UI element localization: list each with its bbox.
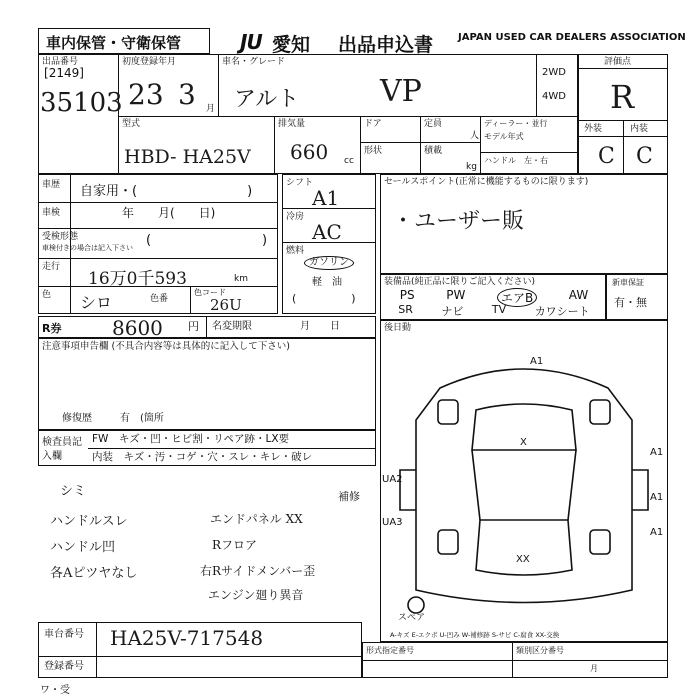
mileage-label: 走行 bbox=[42, 262, 61, 272]
cc-unit: cc bbox=[344, 156, 354, 166]
r-ticket-value: 8600 bbox=[112, 316, 163, 340]
kg-unit: kg bbox=[466, 162, 477, 172]
inspector-note-1: シミ bbox=[60, 484, 87, 499]
diagram-legend: A-キズ E-エクボ U-凹み W-補修跡 S-サビ C-腐食 XX-交換 bbox=[390, 631, 560, 639]
km-unit: km bbox=[234, 274, 248, 284]
diesel-label: 軽 油 bbox=[312, 277, 342, 288]
handle-label: ハンドル 左・右 bbox=[484, 156, 548, 165]
car-grade: VP bbox=[380, 74, 422, 109]
diagram-mark-roof: X bbox=[520, 437, 527, 448]
equip-airbag: エアB bbox=[497, 288, 537, 307]
equip-ps: PS bbox=[399, 288, 415, 302]
fuel-label: 燃料 bbox=[286, 246, 305, 256]
association-name: JAPAN USED CAR DEALERS ASSOCIATION bbox=[458, 32, 686, 43]
new-car-value: 有・無 bbox=[614, 296, 647, 309]
displacement-label: 排気量 bbox=[278, 119, 306, 129]
equip-leather: カワシート bbox=[534, 305, 590, 318]
inspector-note-3: ハンドル凹 bbox=[50, 540, 116, 555]
inspector-label: 検査員記入欄 bbox=[42, 437, 82, 462]
grade-label: 評価点 bbox=[604, 57, 632, 67]
reg-no-label: 登録番号 bbox=[44, 661, 84, 672]
shape-label: 形状 bbox=[364, 146, 383, 156]
paren-close: ) bbox=[262, 233, 268, 248]
repair-value: 有 (箇所 bbox=[120, 413, 164, 424]
fuel-value: ガソリン bbox=[304, 256, 354, 270]
car-history-label: 車歴 bbox=[42, 180, 61, 190]
diagram-mark-left-1: UA2 bbox=[382, 474, 403, 485]
door-label: ドア bbox=[364, 119, 382, 129]
diagram-mark-left-2: UA3 bbox=[382, 517, 403, 528]
car-damage-diagram bbox=[380, 340, 668, 640]
spare-label: スペア bbox=[398, 613, 426, 623]
first-reg-label: 初度登録年月 bbox=[122, 57, 177, 67]
ac-value: AC bbox=[312, 220, 342, 244]
exhibit-sub: [2149] bbox=[44, 66, 84, 80]
yen-unit: 円 bbox=[188, 320, 199, 333]
car-name-label: 車名・グレード bbox=[222, 57, 286, 67]
inspection-form-label: 受検形態 bbox=[42, 232, 79, 242]
form-title: 出品申込書 bbox=[338, 34, 434, 56]
chassis-value: HA25V-717548 bbox=[110, 626, 264, 650]
inspector-note-2: ハンドルスレ bbox=[50, 514, 128, 529]
equipment-label: 装備品(純正品に限りご記入ください) bbox=[384, 277, 536, 287]
repair-label: 修復歴 bbox=[62, 413, 92, 424]
model-year-label: モデル年式 bbox=[484, 132, 524, 141]
footer-month: 月 bbox=[590, 664, 598, 673]
diagram-mark-right-1: A1 bbox=[650, 447, 664, 458]
diagram-mark-rear: XX bbox=[516, 554, 530, 565]
diagram-mark-right-3: A1 bbox=[650, 527, 664, 538]
name-change-label: 名変期限 bbox=[212, 321, 252, 332]
color-code-label: 色コード bbox=[194, 288, 226, 297]
drive-4wd: 4WD bbox=[542, 91, 566, 102]
chassis-label: 車台番号 bbox=[44, 629, 84, 640]
shift-value: A1 bbox=[312, 186, 340, 210]
capacity-label: 定員 bbox=[424, 119, 443, 129]
color-value: シロ bbox=[80, 293, 113, 312]
inspection-label: 車検 bbox=[42, 208, 61, 218]
car-name: アルト bbox=[234, 87, 300, 112]
interior-label: 内装 bbox=[630, 124, 649, 134]
notes-label: 注意事項申告欄 (不具合内容等は具体的に記入して下さい) bbox=[42, 341, 290, 352]
equip-sr: SR bbox=[398, 303, 413, 316]
reg-year: 23 bbox=[128, 78, 164, 111]
inspector-note-4: 各Aピツヤなし bbox=[50, 566, 138, 581]
inspector-note-5: エンドパネル XX bbox=[210, 512, 303, 526]
inspector-note-6: Rフロア bbox=[212, 538, 258, 552]
dealer-label: ディーラー・並行 bbox=[484, 119, 548, 128]
color-label: 色 bbox=[42, 290, 52, 300]
shift-label: シフト bbox=[286, 178, 314, 188]
car-history-value: 自家用・( ) bbox=[80, 184, 253, 199]
storage-label: 車内保管・守衛保管 bbox=[46, 34, 182, 52]
inspector-note-8: エンジン廻り異音 bbox=[208, 588, 304, 602]
equip-pw: PW bbox=[446, 288, 466, 302]
r-ticket-label: R券 bbox=[42, 322, 62, 335]
equip-aw: AW bbox=[568, 288, 589, 302]
footer-bottom: ワ・受 bbox=[40, 685, 70, 696]
model-value: HBD- HA25V bbox=[124, 146, 251, 168]
equipment-row-2 bbox=[384, 303, 604, 319]
inspection-value: 年 月( 日) bbox=[122, 206, 216, 220]
category-label: 類別区分番号 bbox=[516, 646, 564, 655]
exhibit-number: 35103 bbox=[40, 88, 123, 118]
equip-navi: ナビ bbox=[441, 305, 464, 318]
new-car-label: 新車保証 bbox=[612, 278, 644, 287]
reg-month: 3 bbox=[178, 78, 196, 111]
drive-2wd: 2WD bbox=[542, 67, 566, 78]
exterior-grade: C bbox=[598, 144, 615, 169]
month-unit: 月 bbox=[206, 104, 216, 114]
ac-label: 冷房 bbox=[286, 212, 305, 222]
rear-seat-label: 後日動 bbox=[384, 323, 412, 333]
color-code-value: 26U bbox=[210, 296, 242, 314]
sales-point-label: セールスポイント(正常に機能するものに限ります) bbox=[384, 177, 589, 187]
ju-logo: JU bbox=[240, 30, 262, 54]
region-label: 愛知 bbox=[272, 34, 311, 56]
sales-point-value: ・ユーザー販 bbox=[392, 209, 525, 234]
mileage-value: 16万0千593 bbox=[88, 269, 187, 289]
person-unit: 人 bbox=[470, 131, 480, 141]
type-designation-label: 形式指定番号 bbox=[366, 646, 414, 655]
model-label: 型式 bbox=[122, 119, 141, 129]
load-label: 積載 bbox=[424, 146, 443, 156]
inspector-side-mark: 補修 bbox=[338, 490, 360, 503]
name-change-value: 月 日 bbox=[300, 321, 340, 332]
fuel-paren: ( ) bbox=[292, 292, 356, 305]
inspector-note-7: 右Rサイドメンバー歪 bbox=[200, 564, 316, 578]
interior-grade: C bbox=[636, 144, 653, 169]
exterior-label: 外装 bbox=[584, 124, 603, 134]
exhibit-label: 出品番号 bbox=[42, 57, 79, 67]
color-no-label: 色番 bbox=[150, 294, 169, 304]
score-value: R bbox=[610, 78, 635, 116]
paren-open: ( bbox=[146, 233, 152, 248]
inspection-form-sub: 車検付きの場合は記入下さい bbox=[42, 244, 133, 252]
diagram-mark-front: A1 bbox=[530, 356, 544, 367]
displacement-value: 660 bbox=[290, 140, 329, 164]
fw-row: FW キズ・凹・ヒビ割・リペア跡・LX要 bbox=[92, 433, 290, 445]
interior-row: 内装 キズ・汚・コゲ・穴・スレ・キレ・破レ bbox=[92, 451, 313, 463]
equip-tv: TV bbox=[491, 303, 507, 316]
diagram-mark-right-2: A1 bbox=[650, 492, 664, 503]
